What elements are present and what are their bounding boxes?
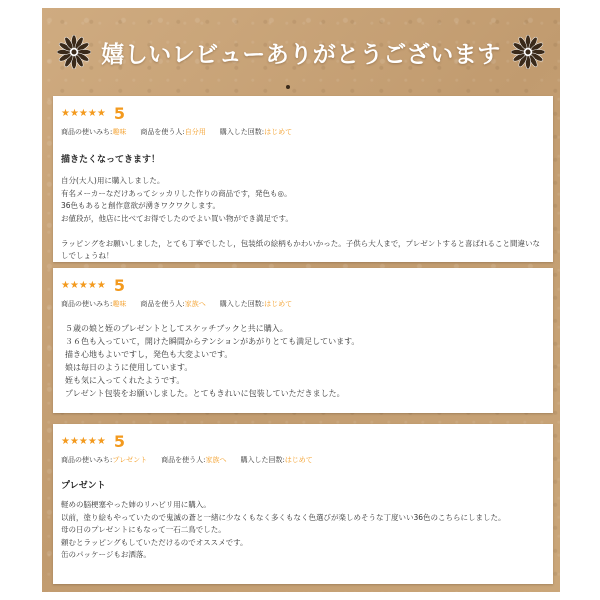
decorative-dot bbox=[286, 85, 290, 89]
rating-score: 5 bbox=[113, 431, 125, 451]
usage-value: 趣味 bbox=[112, 128, 127, 136]
rating-row bbox=[61, 274, 545, 296]
star-rating-icon: ★★★★★ bbox=[61, 435, 106, 447]
page-title: 嬉しいレビューありがとうございます bbox=[101, 41, 501, 68]
usage-value: 趣味 bbox=[112, 300, 127, 308]
usage-label: 商品の使いみち: bbox=[61, 456, 113, 464]
usage-field bbox=[61, 127, 126, 137]
flower-icon bbox=[511, 35, 545, 69]
review-card bbox=[53, 268, 553, 413]
flower-icon bbox=[57, 35, 91, 69]
rating-row bbox=[61, 102, 545, 124]
user-label: 商品を使う人: bbox=[140, 128, 185, 136]
count-value: はじめて bbox=[284, 456, 313, 464]
count-field bbox=[240, 455, 312, 465]
count-label: 購入した回数: bbox=[240, 456, 285, 464]
user-field bbox=[140, 299, 205, 309]
review-card bbox=[53, 424, 553, 584]
usage-field bbox=[61, 299, 126, 309]
count-value: はじめて bbox=[264, 128, 293, 136]
rating-row bbox=[61, 430, 545, 452]
review-meta bbox=[61, 454, 545, 466]
star-rating-icon: ★★★★★ bbox=[61, 279, 106, 291]
count-label: 購入した回数: bbox=[219, 128, 265, 136]
usage-field bbox=[61, 455, 147, 465]
count-field bbox=[220, 299, 292, 309]
star-rating-icon: ★★★★★ bbox=[61, 107, 106, 119]
review-body: ５歳の娘と姪のプレゼントとしてスケッチブックと共に購入。 ３６色も入っていて，開けた瞬間からテンションがあがりとても満足しています。 描き心地もよいですし，発色も大変よいです。 娘は毎日のように使用しています。 姪も気に入ってくれたようです。 プレゼント包装をお願いしました。とてもきれいに包装していただきました。 bbox=[65, 324, 360, 398]
user-value: 家族へ bbox=[205, 456, 227, 464]
count-field bbox=[220, 127, 292, 137]
count-label: 購入した回数: bbox=[219, 300, 265, 308]
review-body: 軽めの脳梗塞やった姉のリハビリ用に購入。 以前，塗り絵もやっていたので鬼滅の蒼と一緒に少なくもなく多くもなく色選びが楽しめそうな丁度いい36色のこちらにしました。 母の日のプレゼントにもなって一石二鳥でした。 頼むとラッピングもしていただけるのでオススメです。 缶のパッケージもお洒落。 bbox=[61, 500, 506, 559]
review-meta bbox=[61, 126, 545, 138]
usage-label: 商品の使いみち: bbox=[61, 300, 113, 308]
count-value: はじめて bbox=[264, 300, 293, 308]
rating-score: 5 bbox=[113, 103, 125, 123]
review-card bbox=[53, 96, 553, 262]
usage-label: 商品の使いみち: bbox=[61, 128, 113, 136]
rating-score: 5 bbox=[113, 275, 125, 295]
usage-value: プレゼント bbox=[112, 456, 148, 464]
page-heading bbox=[42, 30, 560, 74]
review-meta bbox=[61, 298, 545, 310]
user-label: 商品を使う人: bbox=[161, 456, 206, 464]
review-title: プレゼント bbox=[61, 481, 106, 491]
user-field bbox=[140, 127, 205, 137]
user-label: 商品を使う人: bbox=[140, 300, 185, 308]
review-body: 自分(大人)用に購入しました。 有名メーカーなだけあってシッカリした作りの商品です，発色も◎。 36色もあると創作意欲が湧きワクワクします。 お値段が，他店に比べてお得でしたのでよい買い物ができ満足です。 ラッピングをお願いしました，とても丁寧でしたし，包装紙の絵柄もかわいかった。子供ら大人まで，プレゼントすると喜ばれること間違いなしでしょうね！ bbox=[61, 176, 541, 260]
user-value: 家族へ bbox=[184, 300, 206, 308]
review-title: 描きたくなってきます！ bbox=[61, 155, 161, 165]
user-field bbox=[161, 455, 226, 465]
user-value: 自分用 bbox=[184, 128, 206, 136]
